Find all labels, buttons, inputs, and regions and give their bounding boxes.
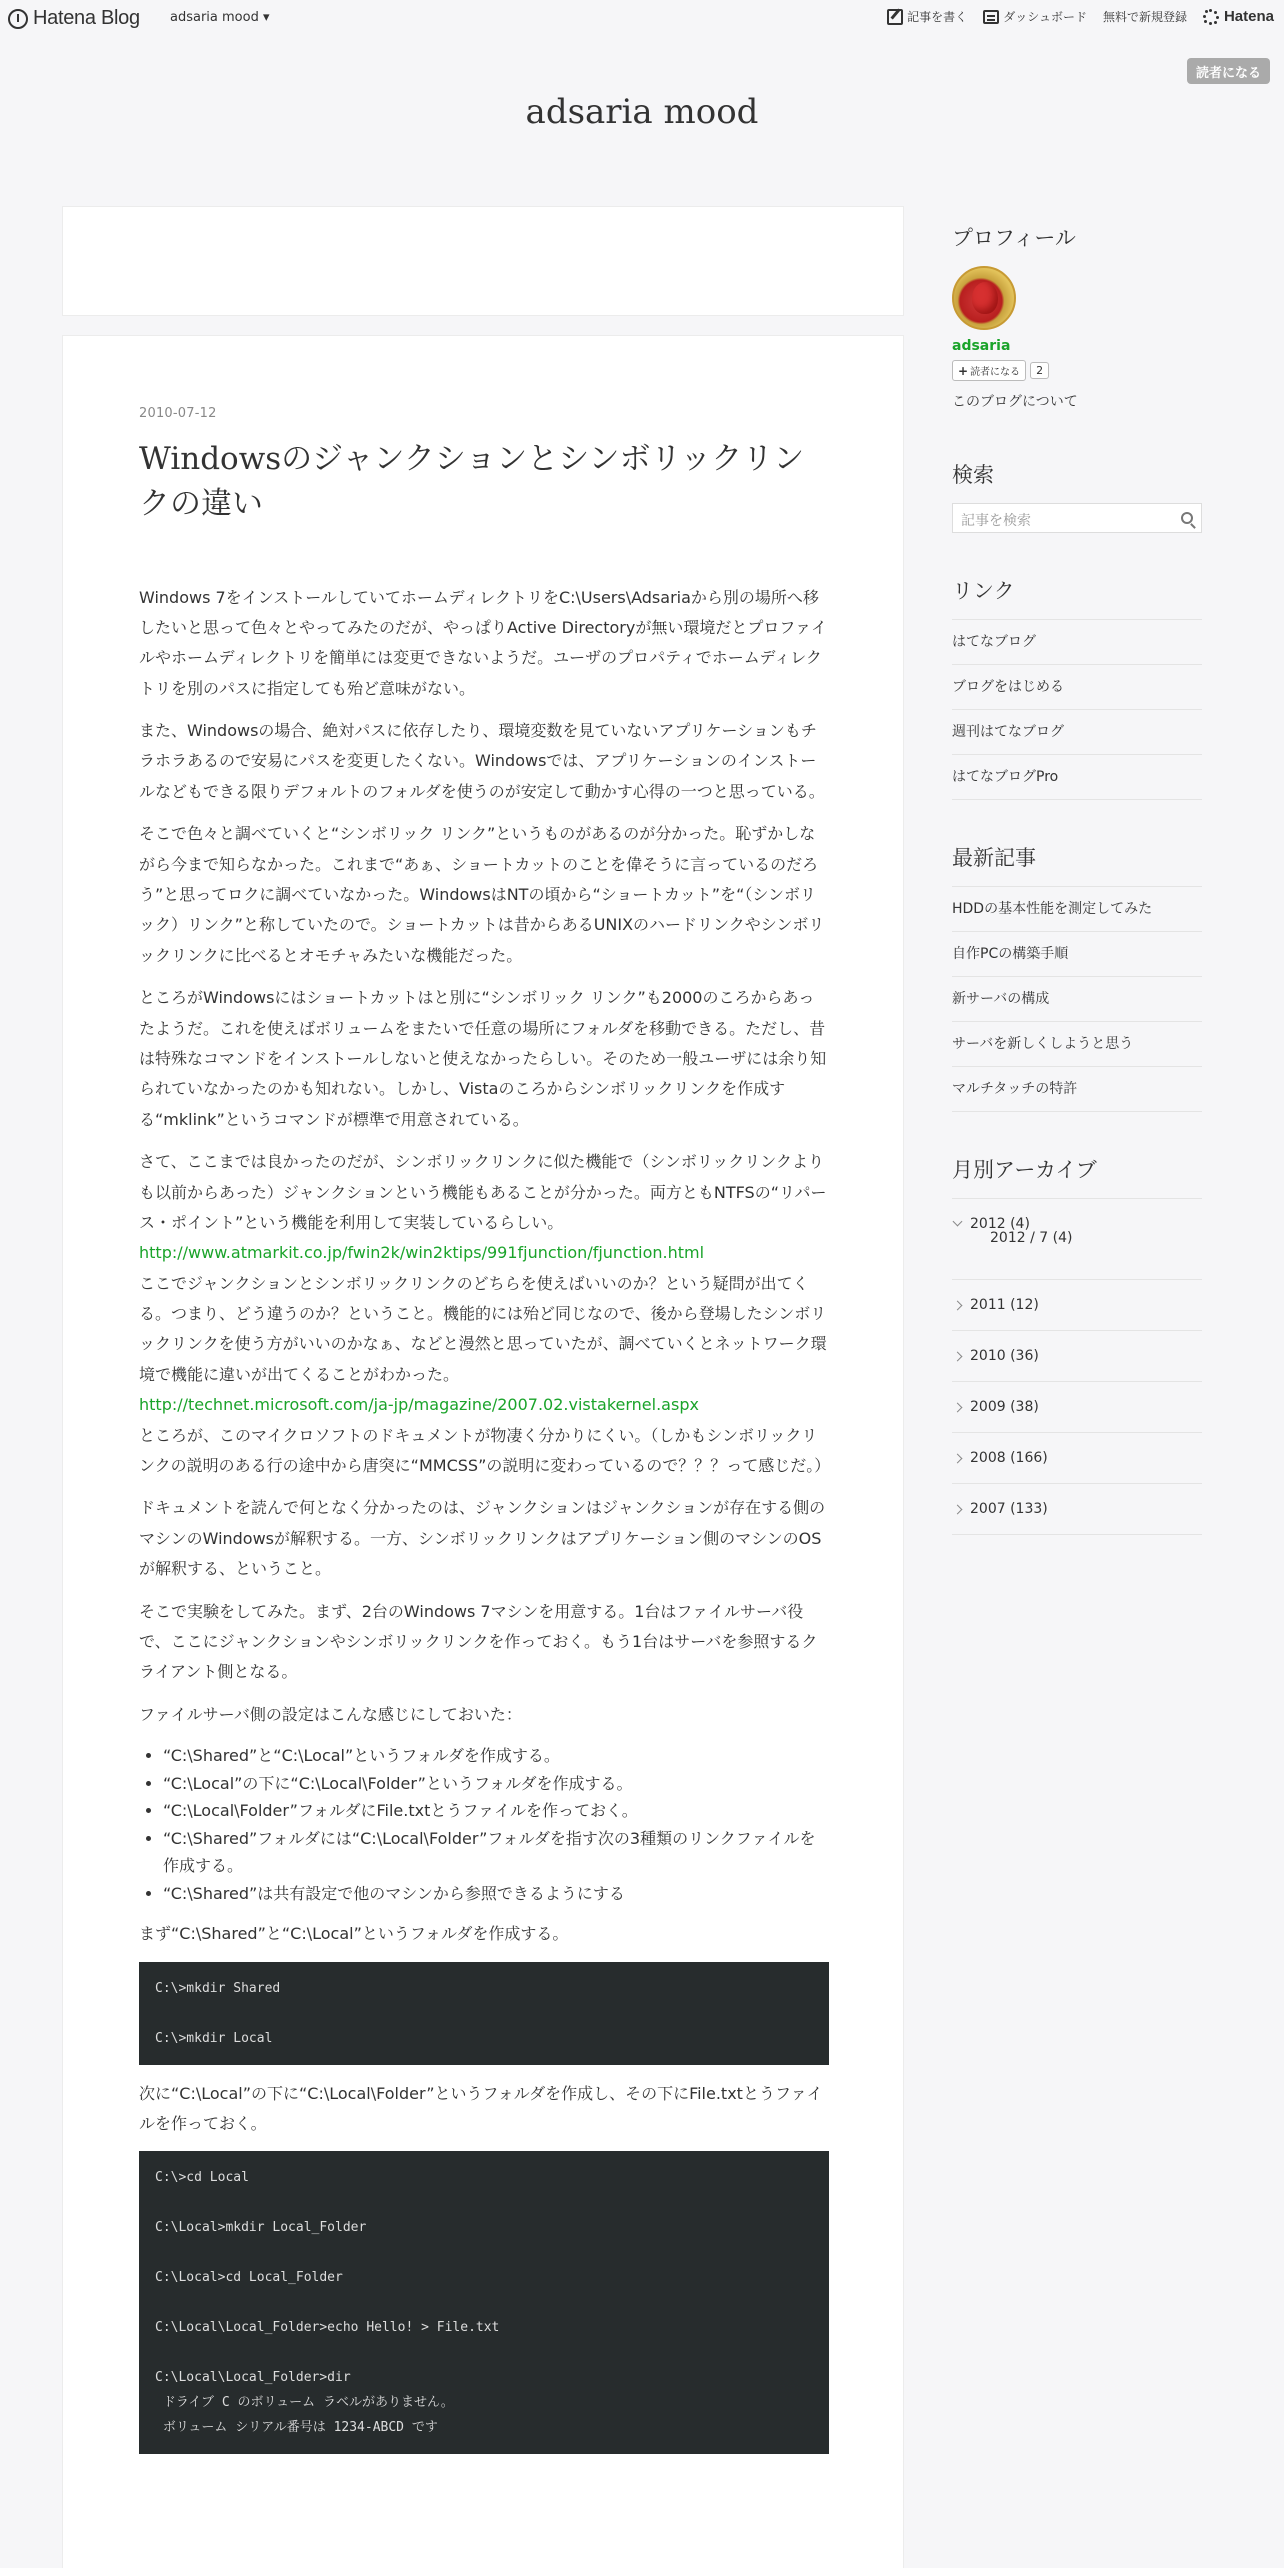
search-placeholder: 記事を検索 bbox=[961, 513, 1031, 529]
recent-title: 最新記事 bbox=[952, 847, 1036, 870]
paragraph: まず“C:\Shared”と“C:\Local”というフォルダを作成する。 bbox=[139, 1924, 569, 1944]
blog-menu[interactable]: adsaria mood ▾ bbox=[170, 10, 270, 25]
setup-list bbox=[163, 1742, 829, 1907]
archive-year[interactable] bbox=[952, 1280, 1202, 1331]
hatena-label: Hatena bbox=[1223, 8, 1274, 25]
entry-article bbox=[62, 335, 904, 2568]
avatar[interactable] bbox=[952, 266, 1016, 330]
paragraph: ところが、このマイクロソフトのドキュメントが物凄く分かりにくい。（しかもシンボリックリンクの説明のある行の途中から唐突に“MMCSS”の説明に変わっているので？？？って感じだ。） bbox=[139, 1425, 831, 1476]
list-item[interactable]: マルチタッチの特許 bbox=[952, 1067, 1202, 1112]
paragraph: ファイルサーバ側の設定はこんな感じにしておいた： bbox=[139, 1704, 522, 1724]
profile-follow bbox=[952, 360, 1202, 381]
list-item[interactable]: 自作PCの構築手順 bbox=[952, 932, 1202, 977]
paragraph: ここでジャンクションとシンボリックリンクのどちらを使えばいいのか？という疑問が出てくる。つまり、どう違うのか？ということ。機能的には殆ど同じなので、後から登場したシンボリックリンクを使う方がいいのかなぁ、などと漫然と思っていたが、調べていくとネットワーク環境で機能に違いが出てくることがわかった。 bbox=[139, 1273, 827, 1384]
follow-label: 読者になる bbox=[970, 367, 1021, 378]
list-item[interactable]: はてなブログ bbox=[952, 620, 1202, 665]
paragraph: 次に“C:\Local”の下に“C:\Local\Folder”というフォルダを作成し、その下にFile.txtとうファイルを作っておく。 bbox=[139, 2083, 823, 2134]
archive-module bbox=[952, 1154, 1202, 1535]
list-item[interactable]: ブログをはじめる bbox=[952, 665, 1202, 710]
follower-count[interactable]: 2 bbox=[1030, 362, 1049, 379]
archive-year-label: 2009 (38) bbox=[970, 1399, 1039, 1415]
list-item: • “C:\Shared”は共有設定で他のマシンから参照できるようにする bbox=[163, 1880, 829, 1908]
list-item[interactable]: はてなブログPro bbox=[952, 755, 1202, 800]
header-actions bbox=[871, 8, 1274, 25]
chevron-right-icon[interactable] bbox=[953, 1403, 963, 1413]
blog-title[interactable]: adsaria mood bbox=[525, 92, 759, 132]
list-item[interactable]: 新サーバの構成 bbox=[952, 977, 1202, 1022]
search-input[interactable] bbox=[952, 503, 1202, 533]
list-item: • “C:\Local”の下に“C:\Local\Folder”というフォルダを作成する。 bbox=[163, 1770, 829, 1798]
recent-module bbox=[952, 842, 1202, 1112]
list-item: • “C:\Shared”フォルダには“C:\Local\Folder”フォルダを指す次の3種類のリンクファイルを作成する。 bbox=[163, 1825, 829, 1880]
profile-module bbox=[952, 222, 1202, 411]
archive-year[interactable] bbox=[952, 1199, 1202, 1280]
dashboard-link[interactable] bbox=[983, 8, 1087, 25]
archive-list bbox=[952, 1198, 1202, 1535]
plus-icon: + bbox=[958, 363, 969, 378]
archive-year-label: 2010 (36) bbox=[970, 1348, 1039, 1364]
links-list bbox=[952, 619, 1202, 800]
search-title: 検索 bbox=[952, 464, 994, 487]
list-item: • “C:\Local\Folder”フォルダにFile.txtとうファイルを作っておく。 bbox=[163, 1797, 829, 1825]
paragraph: そこで実験をしてみた。まず、2台のWindows 7マシンを用意する。1台はファイルサーバ役で、ここにジャンクションやシンボリックリンクを作っておく。もう1台はサーバを参照するクライアント側となる。 bbox=[139, 1601, 818, 1682]
recent-list bbox=[952, 886, 1202, 1112]
entry-title[interactable]: Windowsのジャンクションとシンボリックリンクの違い bbox=[139, 441, 805, 523]
paragraph: さて、ここまでは良かったのだが、シンボリックリンクに似た機能で（シンボリックリンクよりも以前からあった）ジャンクションという機能もあることが分かった。両方ともNTFSの“リパース・ポイント”という機能を利用して実装しているらしい。 bbox=[139, 1152, 827, 1232]
code-block: C:\>cd Local C:\Local>mkdir Local_Folder C:\Local>cd Local_Folder C:\Local\Local_Folder>echo Hello! > File.txt C:\Local\Local_Folder>dir ドライブ C のボリューム ラベルがありません。 ボリューム シリアル番号は 1234-ABCD です bbox=[139, 2151, 829, 2454]
list-item[interactable]: 週刊はてなブログ bbox=[952, 710, 1202, 755]
links-module bbox=[952, 575, 1202, 800]
paragraph: ドキュメントを読んで何となく分かったのは、ジャンクションはジャンクションが存在する側のマシンのWindowsが解釈する。一方、シンボリックリンクはアプリケーション側のマシンのOSが解釈する、ということ。 bbox=[139, 1498, 826, 1579]
search-module bbox=[952, 459, 1202, 533]
pen-icon bbox=[887, 9, 903, 25]
archive-year[interactable] bbox=[952, 1433, 1202, 1484]
about-blog-link[interactable]: このブログについて bbox=[952, 394, 1078, 410]
list-item: • “C:\Shared”と“C:\Local”というフォルダを作成する。 bbox=[163, 1742, 829, 1770]
atmarkit-link[interactable]: http://www.atmarkit.co.jp/fwin2k/win2ktips/991fjunction/fjunction.html bbox=[139, 1243, 705, 1263]
write-entry-link[interactable] bbox=[887, 8, 967, 25]
archive-year[interactable] bbox=[952, 1382, 1202, 1433]
write-entry-label: 記事を書く bbox=[907, 10, 968, 24]
archive-year[interactable] bbox=[952, 1331, 1202, 1382]
follow-button[interactable] bbox=[952, 360, 1026, 381]
subscribe-button[interactable]: 読者になる bbox=[1187, 58, 1270, 84]
entry-date[interactable]: 2010-07-12 bbox=[139, 406, 217, 421]
logo-text: Hatena Blog bbox=[33, 7, 140, 29]
archive-year[interactable] bbox=[952, 1484, 1202, 1535]
hatena-logo-icon bbox=[8, 9, 28, 29]
list-item[interactable]: サーバを新しくしようと思う bbox=[952, 1022, 1202, 1067]
archive-year-label: 2012 (4) bbox=[970, 1216, 1030, 1232]
technet-link[interactable]: http://technet.microsoft.com/ja-jp/magazine/2007.02.vistakernel.aspx bbox=[139, 1395, 699, 1415]
profile-title: プロフィール bbox=[952, 227, 1076, 250]
signup-link[interactable]: 無料で新規登録 bbox=[1102, 10, 1187, 24]
chevron-down-icon[interactable] bbox=[953, 1217, 963, 1227]
paragraph: Windows 7をインストールしていてホームディレクトリをC:\Users\Adsariaから別の場所へ移したいと思って色々とやってみたのだが、やっぱりActive Directoryが無い環境だとプロファイルやホームディレクトリを簡単には変更できないようだ。ユーザのプロパティでホームディレクトリを別のパスに指定しても殆ど意味がない。 bbox=[139, 587, 828, 698]
chevron-right-icon[interactable] bbox=[953, 1301, 963, 1311]
paragraph: また、Windowsの場合、絶対パスに依存したり、環境変数を見ていないアプリケーションもチラホラあるので安易にパスを変更したくない。Windowsでは、アプリケーションのインストールなどもできる限りデフォルトのフォルダを使うのが安定して動かす心得の一つと思っている。 bbox=[139, 721, 825, 801]
paragraph: ところがWindowsにはショートカットはと別に“シンボリック リンク”も2000のころからあったようだ。これを使えばボリュームをまたいで任意の場所にフォルダを移動できる。ただし、昔は特殊なコマンドをインストールしないと使えなかったらしい。そのため一般ユーザには余り知られていなかったのかも知れない。しかし、Vistaのころからシンボリックリンクを作成する“mklink”というコマンドが標準で用意されている。 bbox=[139, 988, 827, 1129]
chevron-right-icon[interactable] bbox=[953, 1352, 963, 1362]
profile-name[interactable]: adsaria bbox=[952, 338, 1011, 354]
dashboard-icon bbox=[983, 10, 999, 24]
archive-title: 月別アーカイブ bbox=[952, 1159, 1097, 1182]
sidebar bbox=[952, 222, 1202, 1535]
archive-year-label: 2007 (133) bbox=[970, 1501, 1048, 1517]
hatena-dots-icon bbox=[1203, 9, 1219, 25]
chevron-right-icon[interactable] bbox=[953, 1454, 963, 1464]
global-header bbox=[0, 0, 1284, 36]
search-icon[interactable] bbox=[1181, 512, 1193, 524]
dashboard-label: ダッシュボード bbox=[1003, 10, 1087, 24]
code-block: C:\>mkdir Shared C:\>mkdir Local bbox=[139, 1962, 829, 2065]
entry-body bbox=[139, 583, 829, 2455]
archive-year-label: 2011 (12) bbox=[970, 1297, 1039, 1313]
archive-year-label: 2008 (166) bbox=[970, 1450, 1048, 1466]
archive-month[interactable]: 2012 / 7 (4) bbox=[990, 1230, 1073, 1246]
hatena-blog-logo[interactable] bbox=[8, 7, 140, 30]
links-title: リンク bbox=[952, 580, 1015, 603]
hatena-menu[interactable] bbox=[1203, 8, 1274, 25]
chevron-right-icon[interactable] bbox=[953, 1505, 963, 1515]
list-item[interactable]: HDDの基本性能を測定してみた bbox=[952, 887, 1202, 932]
paragraph: そこで色々と調べていくと“シンボリック リンク”というものがあるのが分かった。恥ずかしながら今まで知らなかった。これまで“あぁ、ショートカットのことを偉そうに言っているのだろう”と思ってロクに調べていなかった。WindowsはNTの頃から“ショートカット”を“（シンボリック）リンク”と称していたので。ショートカットは昔からあるUNIXのハードリンクやシンボリックリンクに比べるとオモチャみたいな機能だった。 bbox=[139, 824, 825, 965]
ad-area bbox=[62, 206, 904, 316]
